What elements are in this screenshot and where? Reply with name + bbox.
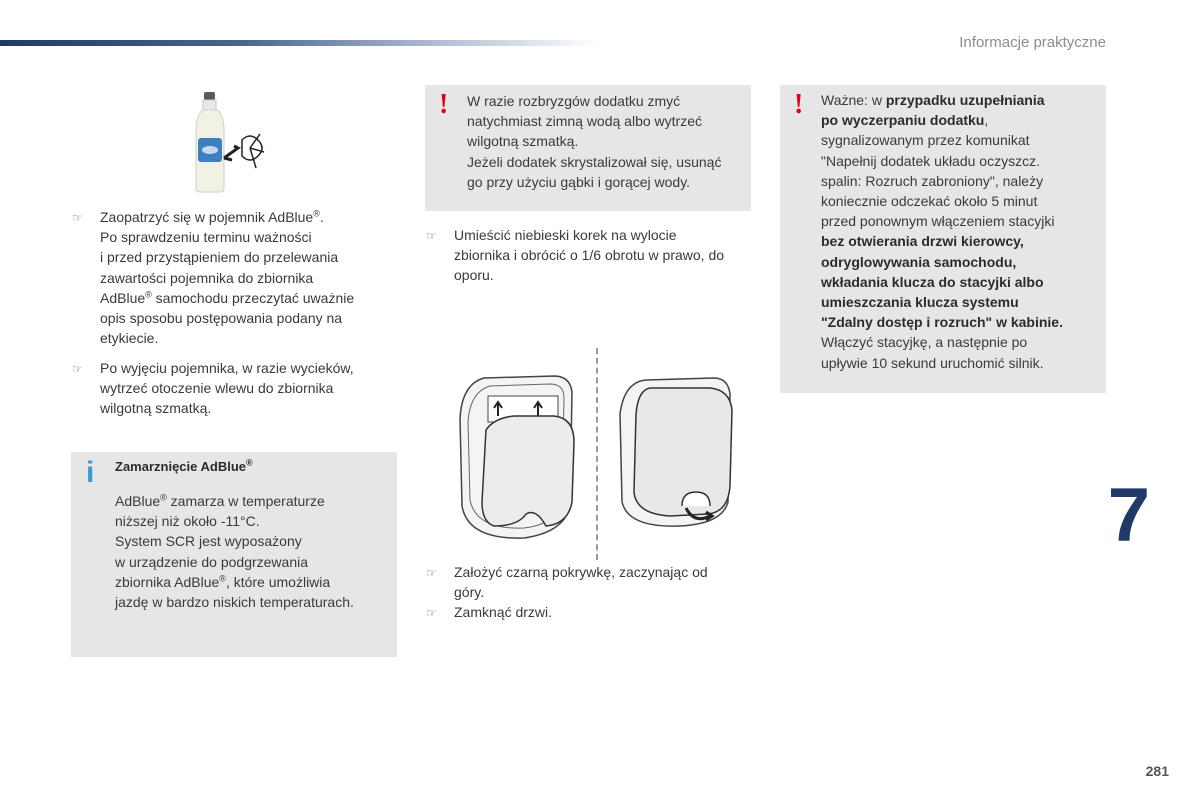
pointing-hand-icon (72, 208, 83, 228)
page-number: 281 (1145, 763, 1169, 779)
list-item: ☞ Po wyjęciu pojemnika, w razie wycieków, wytrzeć otoczenie wlewu do zbiornika wilgotną szmatką. (72, 358, 420, 419)
info-icon: i (86, 456, 95, 489)
list-item: ☞ Zamknąć drzwi. (426, 602, 784, 622)
cap-fitting-illustration-left (454, 372, 586, 544)
warning-box (425, 85, 751, 211)
info-box (71, 452, 397, 657)
warning-box (780, 85, 1106, 393)
list-item: ☞ Zaopatrzyć się w pojemnik AdBlue®. Po sprawdzeniu terminu ważności i przed przystąpieniem do przelewania zawartości pojemnika do zbiornika AdBlue® samochodu przeczytać uważnie opis sposobu postępowania podany na etykiecie. (72, 207, 420, 348)
list-item: ☞ Umieścić niebieski korek na wylocie zbiornika i obrócić o 1/6 obrotu w prawo, do oporu. (426, 225, 784, 286)
warning-box-body: Ważne: w przypadku uzupełniania po wyczerpaniu dodatku, sygnalizowanym przez komunikat "Napełnij dodatek układu oczyszcz. spalin: Rozruch zabroniony", należy koniecznie odczekać około 5 minut przed ponownym włączeniem stacyjki bez otwierania drzwi kierowcy, odryglowywania samochodu, wkładania klucza do stacyjki albo umieszczania klucza systemu "Zdalny dostęp i rozruch" w kabinie. Włączyć stacyjkę, a następnie po upływie 10 sekund uruchomić silnik. (821, 92, 1063, 371)
chapter-number: 7 (1107, 473, 1150, 558)
pointing-hand-icon (426, 603, 437, 623)
warning-icon: ! (439, 89, 449, 120)
adblue-bottle-illustration (190, 88, 276, 196)
info-box-body: AdBlue® zamarza w temperaturze niższej niż około -11°C. System SCR jest wyposażony w urządzenie do podgrzewania zbiornika AdBlue®, które umożliwia jazdę w bardzo niskich temperaturach. (115, 492, 354, 611)
header-accent-bar (0, 40, 600, 46)
pointing-hand-icon (72, 359, 83, 379)
cap-fitting-illustration-right (610, 374, 744, 532)
step-divider (596, 348, 598, 560)
info-box-title: Zamarznięcie AdBlue® (115, 457, 253, 474)
warning-box-body: W razie rozbryzgów dodatku zmyć natychmiast zimną wodą albo wytrzeć wilgotną szmatką. Jeżeli dodatek skrystalizował się, usunąć go przy użyciu gąbki i gorącej wody. (467, 93, 722, 190)
section-title: Informacje praktyczne (959, 34, 1106, 51)
list-item: ☞ Założyć czarną pokrywkę, zaczynając od góry. (426, 562, 784, 602)
warning-icon: ! (794, 89, 804, 120)
pointing-hand-icon (426, 563, 437, 583)
pointing-hand-icon (426, 226, 437, 246)
